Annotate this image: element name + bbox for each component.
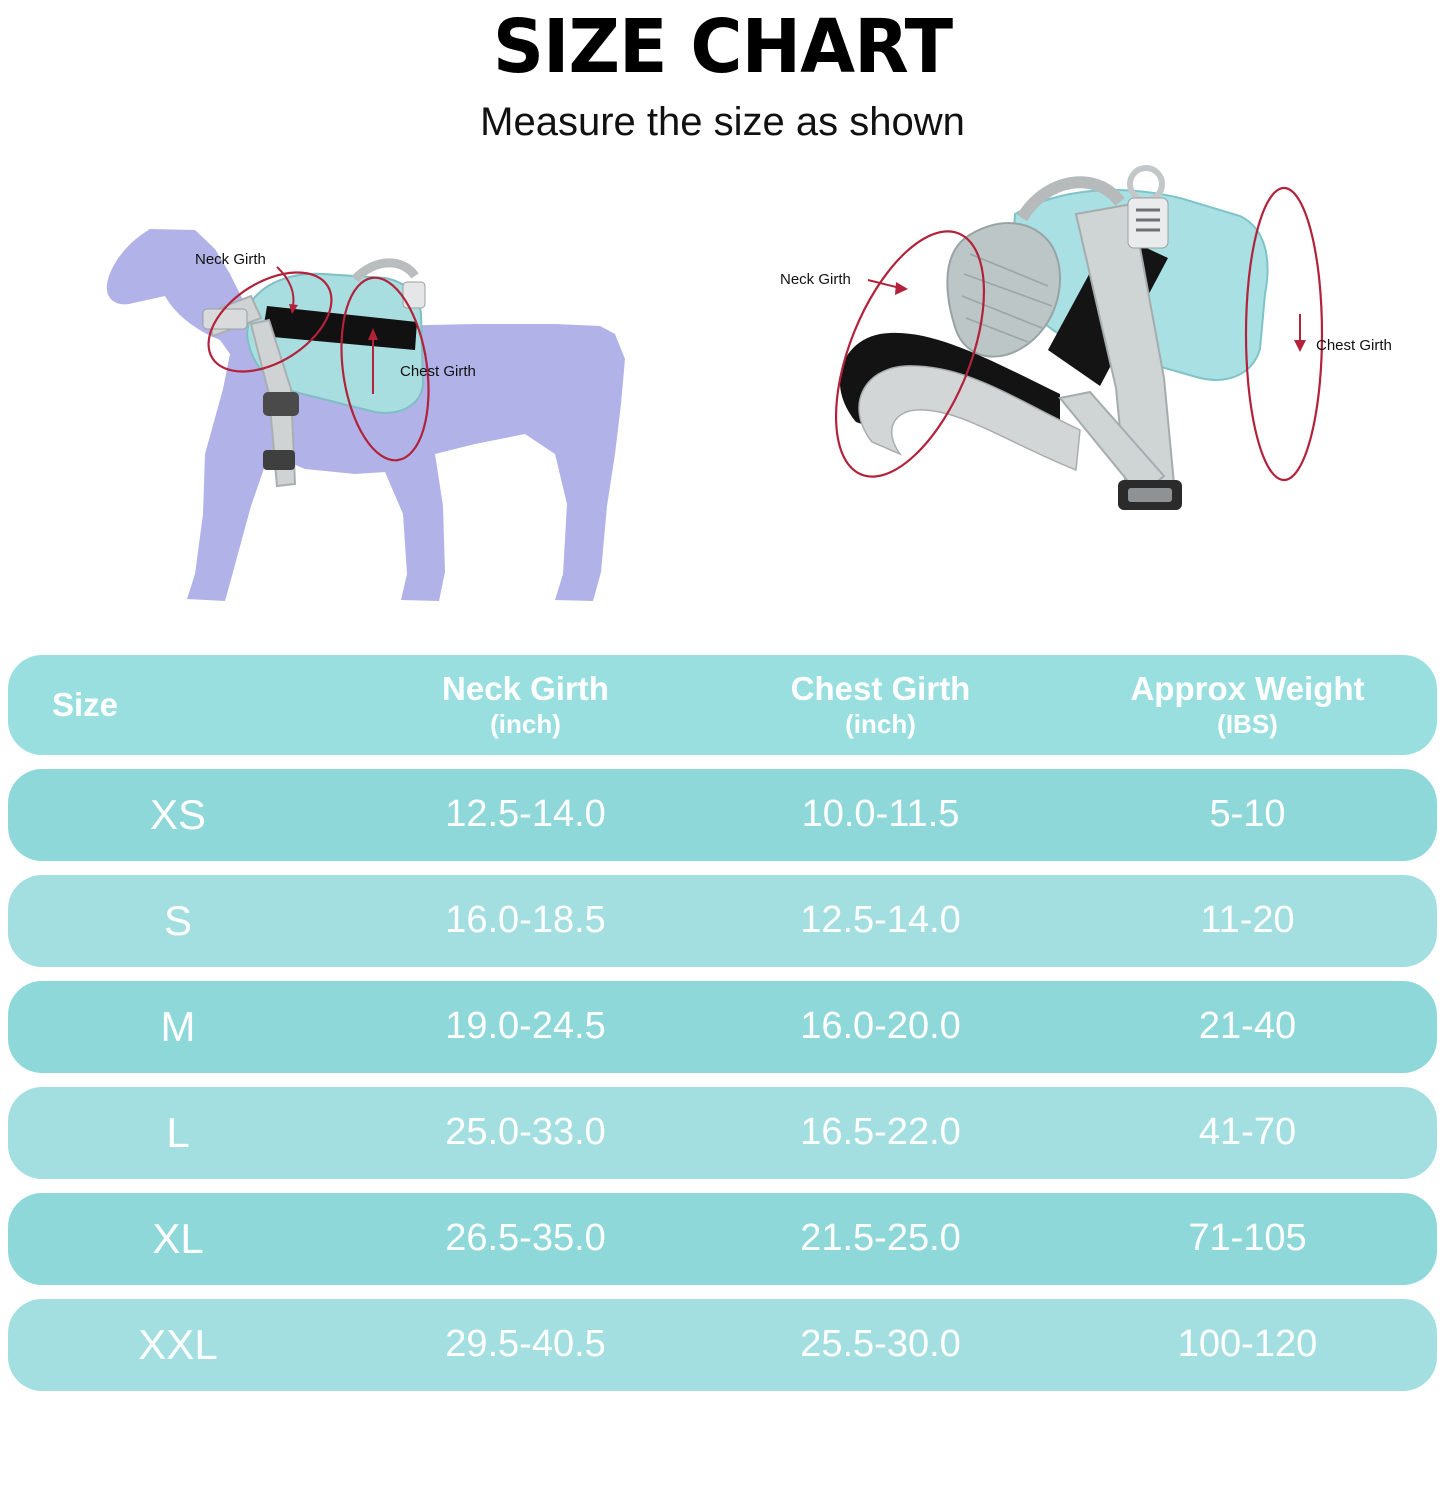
table-row <box>8 875 1437 967</box>
size-chart-table <box>8 655 1437 1405</box>
harness-buckle-lower <box>263 450 295 470</box>
cell-neck: 16.0-18.5 <box>445 899 606 942</box>
harness-reflective-strip <box>859 366 1080 470</box>
chest-girth-label-left: Chest Girth <box>400 363 476 380</box>
harness-product-diagram <box>760 154 1420 599</box>
cell-size: M <box>160 1002 196 1050</box>
page-title: SIZE CHART <box>492 4 953 90</box>
illustration-area <box>0 144 1445 614</box>
table-row <box>8 769 1437 861</box>
table-header-row <box>8 655 1437 755</box>
chest-girth-label-right: Chest Girth <box>1316 337 1392 354</box>
cell-neck: 29.5-40.5 <box>445 1323 606 1366</box>
table-row <box>8 1193 1437 1285</box>
column-header-neck-girth: Neck Girth (inch) <box>442 670 609 740</box>
harness-buckle <box>263 392 299 416</box>
neck-girth-label-right: Neck Girth <box>780 271 851 288</box>
cell-size: XXL <box>138 1320 218 1368</box>
cell-neck: 26.5-35.0 <box>445 1217 606 1260</box>
harness-handle <box>355 263 415 279</box>
cell-weight: 71-105 <box>1188 1217 1307 1260</box>
column-header-approx-weight: Approx Weight (IBS) <box>1130 670 1365 740</box>
cell-chest: 25.5-30.0 <box>800 1323 961 1366</box>
table-row <box>8 1087 1437 1179</box>
column-header-chest-girth: Chest Girth (inch) <box>790 670 971 740</box>
page-subtitle: Measure the size as shown <box>480 100 965 144</box>
cell-size: L <box>166 1108 190 1156</box>
cell-chest: 12.5-14.0 <box>800 899 961 942</box>
column-header-size: Size <box>52 686 119 724</box>
harness-metal-clip <box>203 309 247 329</box>
cell-neck: 12.5-14.0 <box>445 793 606 836</box>
cell-chest: 16.5-22.0 <box>800 1111 961 1154</box>
cell-neck: 25.0-33.0 <box>445 1111 606 1154</box>
cell-chest: 10.0-11.5 <box>801 793 960 836</box>
cell-size: XS <box>149 790 207 838</box>
harness-mesh-panel <box>947 223 1060 357</box>
cell-weight: 5-10 <box>1209 793 1286 836</box>
table-row <box>8 1299 1437 1391</box>
cell-size: XL <box>152 1214 204 1262</box>
cell-weight: 21-40 <box>1198 1005 1297 1048</box>
cell-size: S <box>163 896 192 944</box>
cell-neck: 19.0-24.5 <box>445 1005 606 1048</box>
cell-chest: 16.0-20.0 <box>800 1005 961 1048</box>
harness-logo-tag <box>1128 198 1168 248</box>
page-header <box>0 0 1445 144</box>
neck-girth-label-left: Neck Girth <box>195 251 266 268</box>
cell-weight: 41-70 <box>1198 1111 1297 1154</box>
cell-chest: 21.5-25.0 <box>800 1217 961 1260</box>
harness-tag <box>403 282 425 308</box>
dog-silhouette-diagram <box>55 154 675 619</box>
table-row <box>8 981 1437 1073</box>
cell-weight: 100-120 <box>1177 1323 1318 1366</box>
neck-girth-arrow-right <box>868 280 900 288</box>
cell-weight: 11-20 <box>1200 899 1295 942</box>
